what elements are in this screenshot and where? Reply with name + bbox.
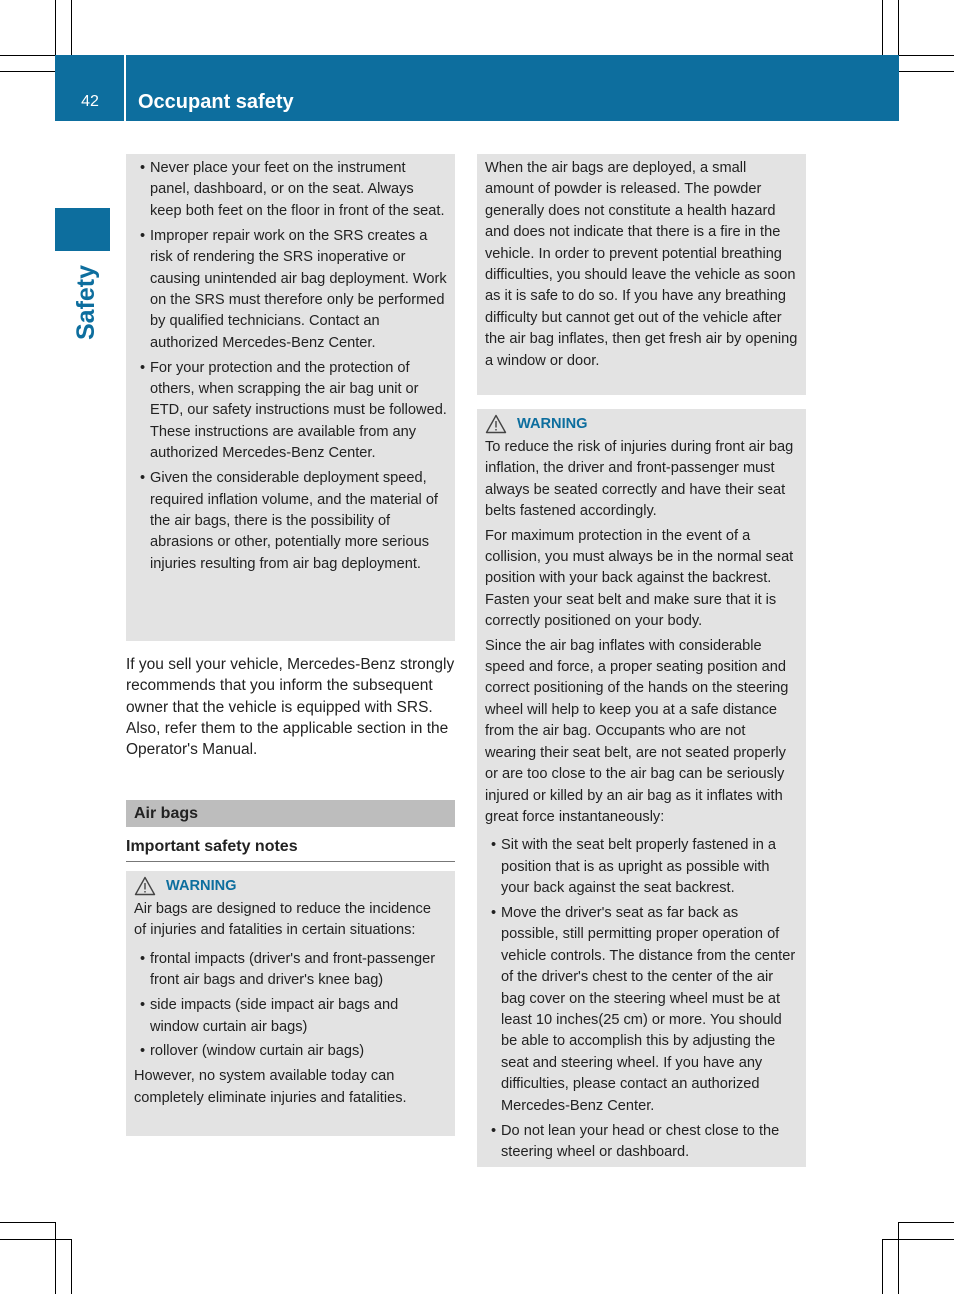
warning-triangle-icon — [485, 414, 507, 434]
page-title: Occupant safety — [138, 91, 294, 113]
page-header — [55, 55, 899, 121]
list-item: • For your protection and the protection of others, when scrapping the air bag unit or ETD, our safety instructions must be followed. These instructions are available from any authorized Mercedes-Benz Center. — [134, 358, 447, 465]
list-item: • Improper repair work on the SRS creates a risk of rendering the SRS inoperative or causing unintended air bag deployment. Work on the SRS must therefore only be performed by qualified technicians. Contact an authorized Mercedes-Benz Center. — [134, 226, 447, 354]
list-item: • Do not lean your head or chest close to the steering wheel or dashboard. — [485, 1121, 798, 1164]
air-bag-warning-box — [126, 871, 455, 1136]
list-item: • Move the driver's seat as far back as possible, still permitting proper operation of vehicle controls. The distance from the center of the driver's chest to the center of the air bag cover on the steering wheel must be at least 10 inches(25 cm) or more. You should be able to accomplish this by adjusting the seat and steering wheel. If you have any difficulties, please contact an authorized Mercedes-Benz Center. — [485, 903, 798, 1117]
crop-mark — [899, 55, 954, 56]
srs-bullet-list — [134, 158, 447, 575]
impact-bullet-list — [134, 949, 447, 1063]
header-divider — [124, 55, 126, 121]
sell-vehicle-paragraph: If you sell your vehicle, Mercedes-Benz strongly recommends that you inform the subsequent owner that the vehicle is equipped with SRS. Also, refer them to the applicable section in the Operator's Manual. — [126, 656, 455, 759]
crop-mark — [71, 0, 72, 55]
crop-mark — [0, 1222, 55, 1223]
subsection-heading: Important safety notes — [126, 838, 298, 855]
side-tab-marker — [55, 208, 110, 251]
warning-header — [134, 875, 447, 897]
crop-mark — [0, 71, 55, 72]
section-heading: Air bags — [126, 800, 455, 827]
crop-mark — [882, 1239, 883, 1294]
powder-info-text: When the air bags are deployed, a small amount of powder is released. The powder generally does not constitute a health hazard and does not indicate that there is a fire in the vehicle. In order to prevent potential breathing difficulties, you should leave the vehicle as soon as it is safe to do so. If you have any breathing difficulty but cannot get out of the vehicle after the air bag inflates, then get fresh air by opening a window or door. — [485, 160, 798, 369]
subsection-underline — [126, 861, 455, 862]
crop-mark — [882, 1239, 954, 1240]
seating-bullet-list — [485, 835, 798, 1163]
warning-paragraph: To reduce the risk of injuries during front air bag inflation, the driver and front-passenger must always be seated correctly and have their seat belts fastened accordingly. — [485, 439, 794, 520]
crop-mark — [55, 1222, 56, 1294]
list-item: • frontal impacts (driver's and front-passenger front air bags and driver's knee bag) — [134, 949, 447, 992]
warning-header — [485, 413, 798, 435]
list-item: • side impacts (side impact air bags and window curtain air bags) — [134, 995, 447, 1038]
crop-mark — [899, 1222, 954, 1223]
warning-paragraph: For maximum protection in the event of a collision, you must always be in the normal seat position with your back against the backrest. Fasten your seat belt and make sure that it is correctly positioned on your body. — [485, 527, 794, 630]
warning-label: WARNING — [166, 878, 237, 894]
powder-info-box — [477, 154, 806, 395]
warning-paragraph: Since the air bag inflates with considerable speed and force, a proper seating position and correct positioning of the hands on the steering wheel will help to keep you at a safe distance from the air bag. Occupants who are not wearing their seat belt, are not seated properly or are too close to the air bag can be seriously injured or killed by an air bag as it inflates with great force instantaneously: — [485, 637, 789, 825]
list-item: • Given the considerable deployment speed, required inflation volume, and the material of the air bags, there is the possibility of abrasions or other, potentially more serious injuries resulting from air bag deployment. — [134, 468, 447, 575]
crop-mark — [882, 0, 883, 55]
page-number: 42 — [81, 93, 99, 110]
warning-intro: Air bags are designed to reduce the incidence of injuries and fatalities in certain situations: — [134, 901, 431, 939]
crop-mark — [899, 71, 954, 72]
crop-mark — [71, 1239, 72, 1294]
crop-mark — [0, 1239, 71, 1240]
srs-notes-box — [126, 154, 455, 641]
crop-mark — [0, 55, 55, 56]
list-item: • Sit with the seat belt properly fastened in a position that is as upright as possible with your back against the seat backrest. — [485, 835, 798, 899]
side-tab-label: Safety — [72, 264, 100, 340]
crop-mark — [898, 1222, 899, 1294]
crop-mark — [898, 0, 899, 55]
list-item: • rollover (window curtain air bags) — [134, 1041, 447, 1062]
seating-warning-box — [477, 409, 806, 1167]
list-item: • Never place your feet on the instrument panel, dashboard, or on the seat. Always keep both feet on the floor in front of the seat. — [134, 158, 447, 222]
warning-label: WARNING — [517, 416, 588, 432]
warning-triangle-icon — [134, 876, 156, 896]
warning-outro: However, no system available today can completely eliminate injuries and fatalities. — [134, 1068, 407, 1106]
crop-mark — [55, 0, 56, 55]
